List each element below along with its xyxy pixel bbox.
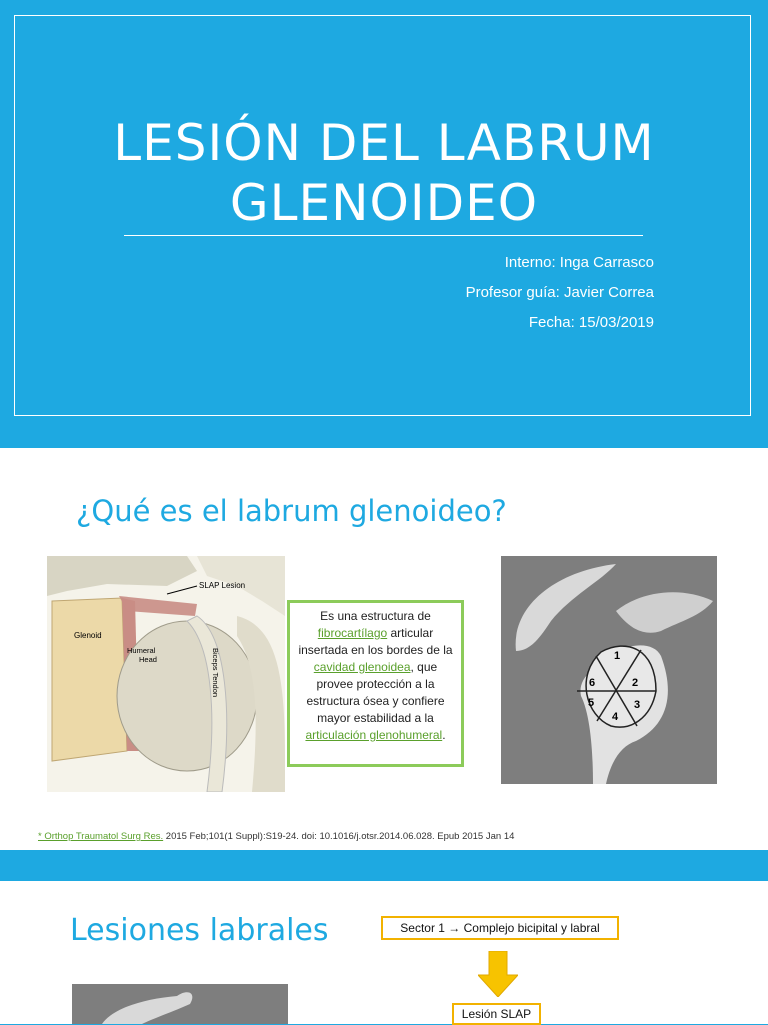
sector-1-box: Sector 1 → Complejo bicipital y labral [381, 916, 619, 940]
definition-box [287, 600, 464, 767]
labral-lesions-slide [0, 881, 768, 1024]
link-cavidad-glenoidea[interactable]: cavidad glenoidea [313, 660, 411, 674]
sector-number-5: 5 [588, 697, 595, 709]
definition-text-1: Es una estructura de [320, 609, 431, 623]
sector-number-1: 1 [614, 650, 621, 662]
slide-heading: ¿Qué es el labrum glenoideo? [76, 494, 507, 528]
slide-heading: Lesiones labrales [70, 913, 329, 948]
definition-text-3: , que provee protección a la estructura ósea y confiere mayor estabilidad a la [306, 660, 445, 725]
citation-link[interactable]: * Orthop Traumatol Surg Res. [38, 831, 164, 842]
title-slide [0, 0, 768, 432]
title-line-1: LESIÓN DEL LABRUM [113, 114, 655, 172]
sector-number-3: 3 [634, 699, 641, 711]
citation [38, 831, 514, 842]
definition-slide [0, 448, 768, 850]
presentation-date: Fecha: 15/03/2019 [528, 314, 654, 331]
title-line-2: GLENOIDEO [229, 174, 539, 232]
glenoid-sectors-image [501, 556, 717, 784]
slide-title [0, 113, 768, 233]
anatomy-label-head: Head [139, 655, 157, 664]
link-articulacion-glenohumeral[interactable]: articulación glenohumeral [305, 728, 443, 742]
anatomy-label-biceps: Biceps Tendon [211, 648, 220, 698]
sector-number-2: 2 [632, 677, 639, 689]
anatomy-label-humeral: Humeral [127, 646, 156, 655]
sector-number-4: 4 [612, 711, 619, 723]
definition-text-4: . [442, 728, 446, 742]
link-fibrocartilago[interactable]: fibrocartílago [317, 626, 388, 640]
title-divider [124, 235, 643, 236]
scapula-thumbnail-image [72, 984, 288, 1024]
sector-number-6: 6 [589, 677, 596, 689]
slap-lesion-box: Lesión SLAP [452, 1003, 541, 1025]
intern-name: Interno: Inga Carrasco [504, 254, 654, 271]
citation-details: 2015 Feb;101(1 Suppl):S19-24. doi: 10.1016/j.otsr.2014.06.028. Epub 2015 Jan 14 [163, 831, 515, 842]
tutor-name: Profesor guía: Javier Correa [465, 284, 654, 301]
anatomy-label-slap: SLAP Lesion [199, 581, 246, 590]
shoulder-anatomy-image [47, 556, 285, 792]
definition-text-2: articular insertada en los bordes de la [298, 626, 453, 657]
anatomy-label-glenoid: Glenoid [74, 631, 102, 640]
down-arrow-icon [478, 951, 518, 997]
